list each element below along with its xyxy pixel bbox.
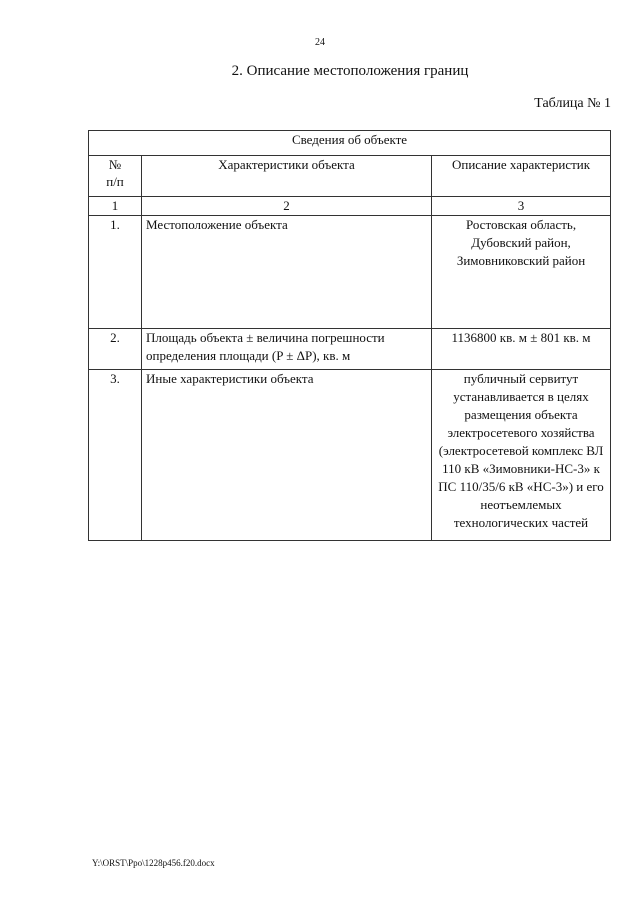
row-characteristic: Площадь объекта ± величина погрешности определения площади (P ± ΔP), кв. м [142, 329, 432, 370]
table-header-row [89, 131, 611, 156]
column-header-no: № п/п [89, 156, 142, 197]
column-header-row [89, 156, 611, 197]
column-numbers-row [89, 197, 611, 216]
column-number: 1 [89, 197, 142, 216]
row-description: Ростовская область, Дубовский район, Зимовниковский район [432, 216, 611, 329]
column-header-characteristic: Характеристики объекта [142, 156, 432, 197]
table-caption: Таблица № 1 [534, 96, 611, 111]
object-info-table [88, 130, 611, 541]
table-row [89, 370, 611, 541]
column-header-description: Описание характеристик [432, 156, 611, 197]
table-header: Сведения об объекте [89, 131, 611, 156]
row-description: публичный сервитут устанавливается в целях размещения объекта электросетевого хозяйства (электросетевой комплекс ВЛ 110 кВ «Зимовники-НС-3» к ПС 110/35/6 кВ «НС-3») и его неотъемлемых технологических частей [432, 370, 611, 541]
page-number: 24 [315, 37, 325, 48]
row-description: 1136800 кв. м ± 801 кв. м [432, 329, 611, 370]
section-title: 2. Описание местоположения границ [231, 63, 469, 79]
table-row [89, 329, 611, 370]
row-characteristic: Местоположение объекта [142, 216, 432, 329]
row-number: 2. [89, 329, 142, 370]
footer-file-path: Y:\ORST\Ppo\1228p456.f20.docx [92, 858, 215, 868]
column-number: 3 [432, 197, 611, 216]
table-row [89, 216, 611, 329]
row-number: 3. [89, 370, 142, 541]
column-number: 2 [142, 197, 432, 216]
row-number: 1. [89, 216, 142, 329]
row-characteristic: Иные характеристики объекта [142, 370, 432, 541]
